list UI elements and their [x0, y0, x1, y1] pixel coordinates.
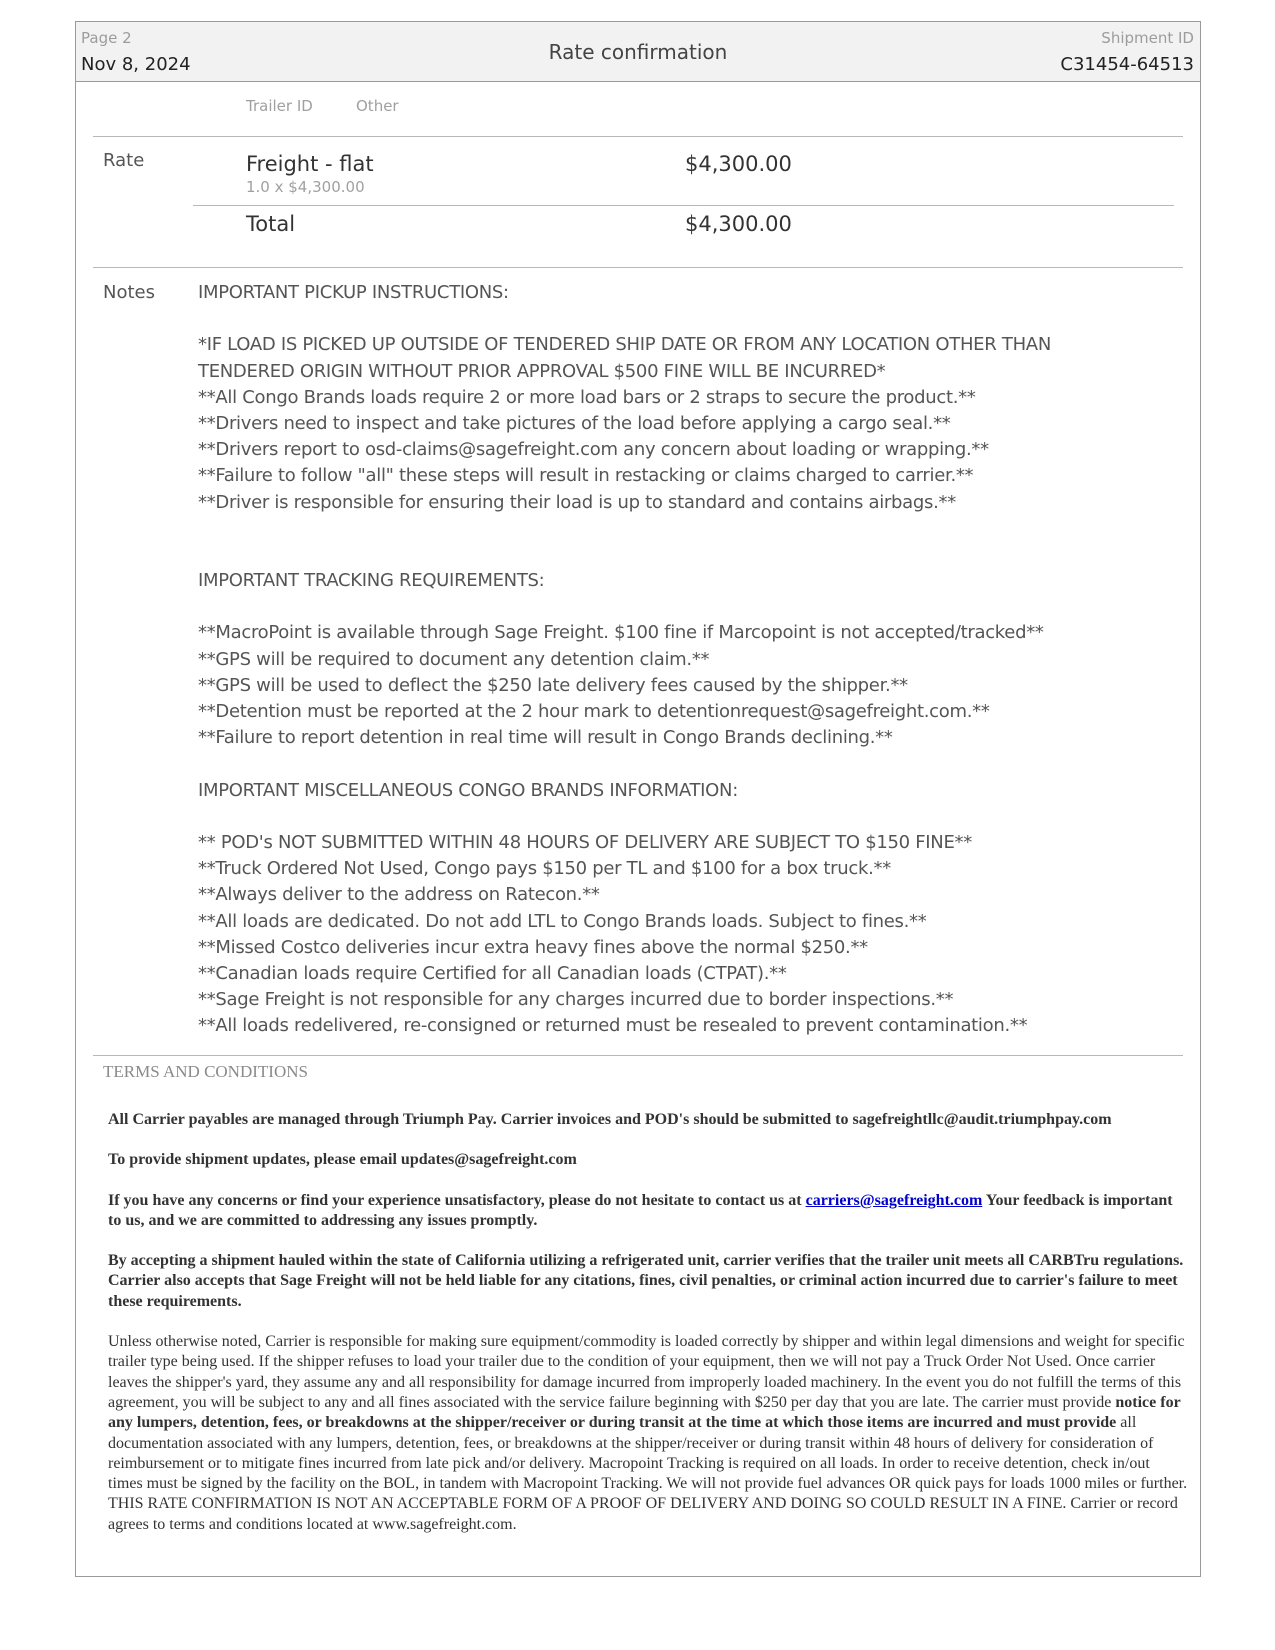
- page-header: [76, 22, 1200, 82]
- carriers-email-link[interactable]: carriers@sagefreight.com: [805, 1191, 983, 1209]
- rate-line-detail: 1.0 x $4,300.00: [246, 178, 365, 196]
- rate-label: Rate: [103, 150, 145, 171]
- page-number: Page 2: [81, 29, 132, 47]
- notes-line: **Drivers report to osd-claims@sagefreight.com any concern about loading or wrapping.**: [198, 439, 989, 461]
- notes-line: IMPORTANT PICKUP INSTRUCTIONS:: [198, 282, 509, 303]
- notes-line: ** POD's NOT SUBMITTED WITHIN 48 HOURS OF DELIVERY ARE SUBJECT TO $150 FINE**: [198, 831, 972, 853]
- notes-line: *IF LOAD IS PICKED UP OUTSIDE OF TENDERED SHIP DATE OR FROM ANY LOCATION OTHER THAN: [198, 334, 1051, 356]
- rate-confirmation-page: [75, 21, 1201, 1577]
- notes-line: TENDERED ORIGIN WITHOUT PRIOR APPROVAL $500 FINE WILL BE INCURRED*: [198, 360, 886, 382]
- divider: [93, 267, 1183, 268]
- total-label: Total: [246, 212, 296, 236]
- trailer-other-label: Other: [356, 97, 399, 115]
- notes-line: **Driver is responsible for ensuring their load is up to standard and contains airbags.**: [198, 491, 956, 513]
- terms-heading: TERMS AND CONDITIONS: [103, 1062, 308, 1081]
- notes-line: **Truck Ordered Not Used, Congo pays $150 per TL and $100 for a box truck.**: [198, 858, 891, 880]
- notes-line: **All loads are dedicated. Do not add LTL to Congo Brands loads. Subject to fines.**: [198, 910, 927, 932]
- total-amount: $4,300.00: [685, 212, 792, 236]
- rate-line-amount: $4,300.00: [685, 152, 792, 176]
- terms-contact: If you have any concerns or find your experience unsatisfactory, please do not hesitate to contact us at carriers@sagefreight.com Your feedback is important to us, and we are committed to addressing any issues promptly.: [108, 1191, 1173, 1229]
- notes-line: **Always deliver to the address on Ratecon.**: [198, 884, 600, 906]
- notes-blank-line: [198, 306, 1198, 332]
- notes-line: **Detention must be reported at the 2 hour mark to detentionrequest@sagefreight.com.**: [198, 701, 990, 722]
- notes-line: **All loads redelivered, re-consigned or returned must be resealed to prevent contamination.**: [198, 1015, 1028, 1037]
- notes-label: Notes: [103, 282, 155, 303]
- terms-payables: All Carrier payables are managed through Triumph Pay. Carrier invoices and POD's should be submitted to sagefreightllc@audit.triumphpay.com: [108, 1111, 1112, 1128]
- page-title: Rate confirmation: [548, 40, 728, 64]
- shipment-id: C31454-64513: [1060, 54, 1194, 75]
- notes-line: **Drivers need to inspect and take pictures of the load before applying a cargo seal.**: [198, 412, 951, 434]
- notes-line: **All Congo Brands loads require 2 or more load bars or 2 straps to secure the product.**: [198, 386, 976, 408]
- terms-body: [108, 1110, 1188, 1555]
- notes-blank-line: [198, 804, 1198, 830]
- notes-line: **Missed Costco deliveries incur extra heavy fines above the normal $250.**: [198, 936, 868, 958]
- notes-line: IMPORTANT TRACKING REQUIREMENTS:: [198, 570, 545, 592]
- terms-general: Unless otherwise noted, Carrier is responsible for making sure equipment/commodity is loaded correctly by shipper and within legal dimensions and weight for specific trailer type being used. If the shipper refuses to load your trailer due to the condition of your equipment, then we will not pay a Truck Order Not Used. Once carrier leaves the shipper's yard, they assume any and all responsibility for damage incurred from improperly loaded machinery. In the event you do not fulfill the terms of this agreement, you will be subject to any and all fines associated with the service failure beginning with $250 per day that you are late. The carrier must provide notice for any lumpers, detention, fees, or breakdowns at the shipper/receiver or during transit at the time at which those items are incurred and must provide all documentation associated with any lumpers, detention, fees, or breakdowns at the shipper/receiver or during transit within 48 hours of delivery for consideration of reimbursement or to mitigate fines incurred from late pick and/or delivery. Macropoint Tracking is required on all loads. In order to receive detention, check in/out times must be signed by the facility on the BOL, in tandem with Macropoint Tracking. We will not provide fuel advances OR quick pays for loads 1000 miles or further. THIS RATE CONFIRMATION IS NOT AN ACCEPTABLE FORM OF A PROOF OF DELIVERY AND DOING SO COULD RESULT IN A FINE. Carrier or record agrees to terms and conditions located at www.sagefreight.com.: [108, 1333, 1188, 1533]
- document-date: Nov 8, 2024: [81, 54, 191, 75]
- notes-blank-line: [198, 516, 1198, 542]
- notes-blank-line: [198, 751, 1198, 777]
- notes-blank-line: [198, 542, 1198, 568]
- notes-line: **Canadian loads require Certified for all Canadian loads (CTPAT).**: [198, 962, 787, 984]
- notes-line: **Sage Freight is not responsible for any charges incurred due to border inspections.**: [198, 989, 954, 1011]
- shipment-id-label: Shipment ID: [1101, 29, 1194, 47]
- notes-line: IMPORTANT MISCELLANEOUS CONGO BRANDS INFORMATION:: [198, 779, 738, 801]
- terms-california: By accepting a shipment hauled within the state of California utilizing a refrigerated unit, carrier verifies that the trailer unit meets all CARBTru regulations. Carrier also accepts that Sage Freight will not be held liable for any citations, fines, civil penalties, or criminal action incurred due to carrier's failure to meet these requirements.: [108, 1252, 1184, 1310]
- notes-text: [198, 280, 1198, 1039]
- trailer-id-label: Trailer ID: [246, 97, 313, 115]
- notes-line: **Failure to report detention in real time will result in Congo Brands declining.**: [198, 727, 893, 749]
- divider: [193, 205, 1174, 206]
- notes-line: **GPS will be used to deflect the $250 late delivery fees caused by the shipper.**: [198, 674, 908, 696]
- divider: [93, 136, 1183, 137]
- divider: [93, 1055, 1183, 1056]
- terms-updates: To provide shipment updates, please email updates@sagefreight.com: [108, 1151, 577, 1169]
- rate-line-item: Freight - flat: [246, 152, 374, 176]
- notes-line: **MacroPoint is available through Sage Freight. $100 fine if Marcopoint is not accepted/tracked**: [198, 622, 1044, 644]
- notes-blank-line: [198, 594, 1198, 620]
- notes-line: **Failure to follow "all" these steps will result in restacking or claims charged to carrier.**: [198, 465, 974, 487]
- notes-line: **GPS will be required to document any detention claim.**: [198, 648, 710, 670]
